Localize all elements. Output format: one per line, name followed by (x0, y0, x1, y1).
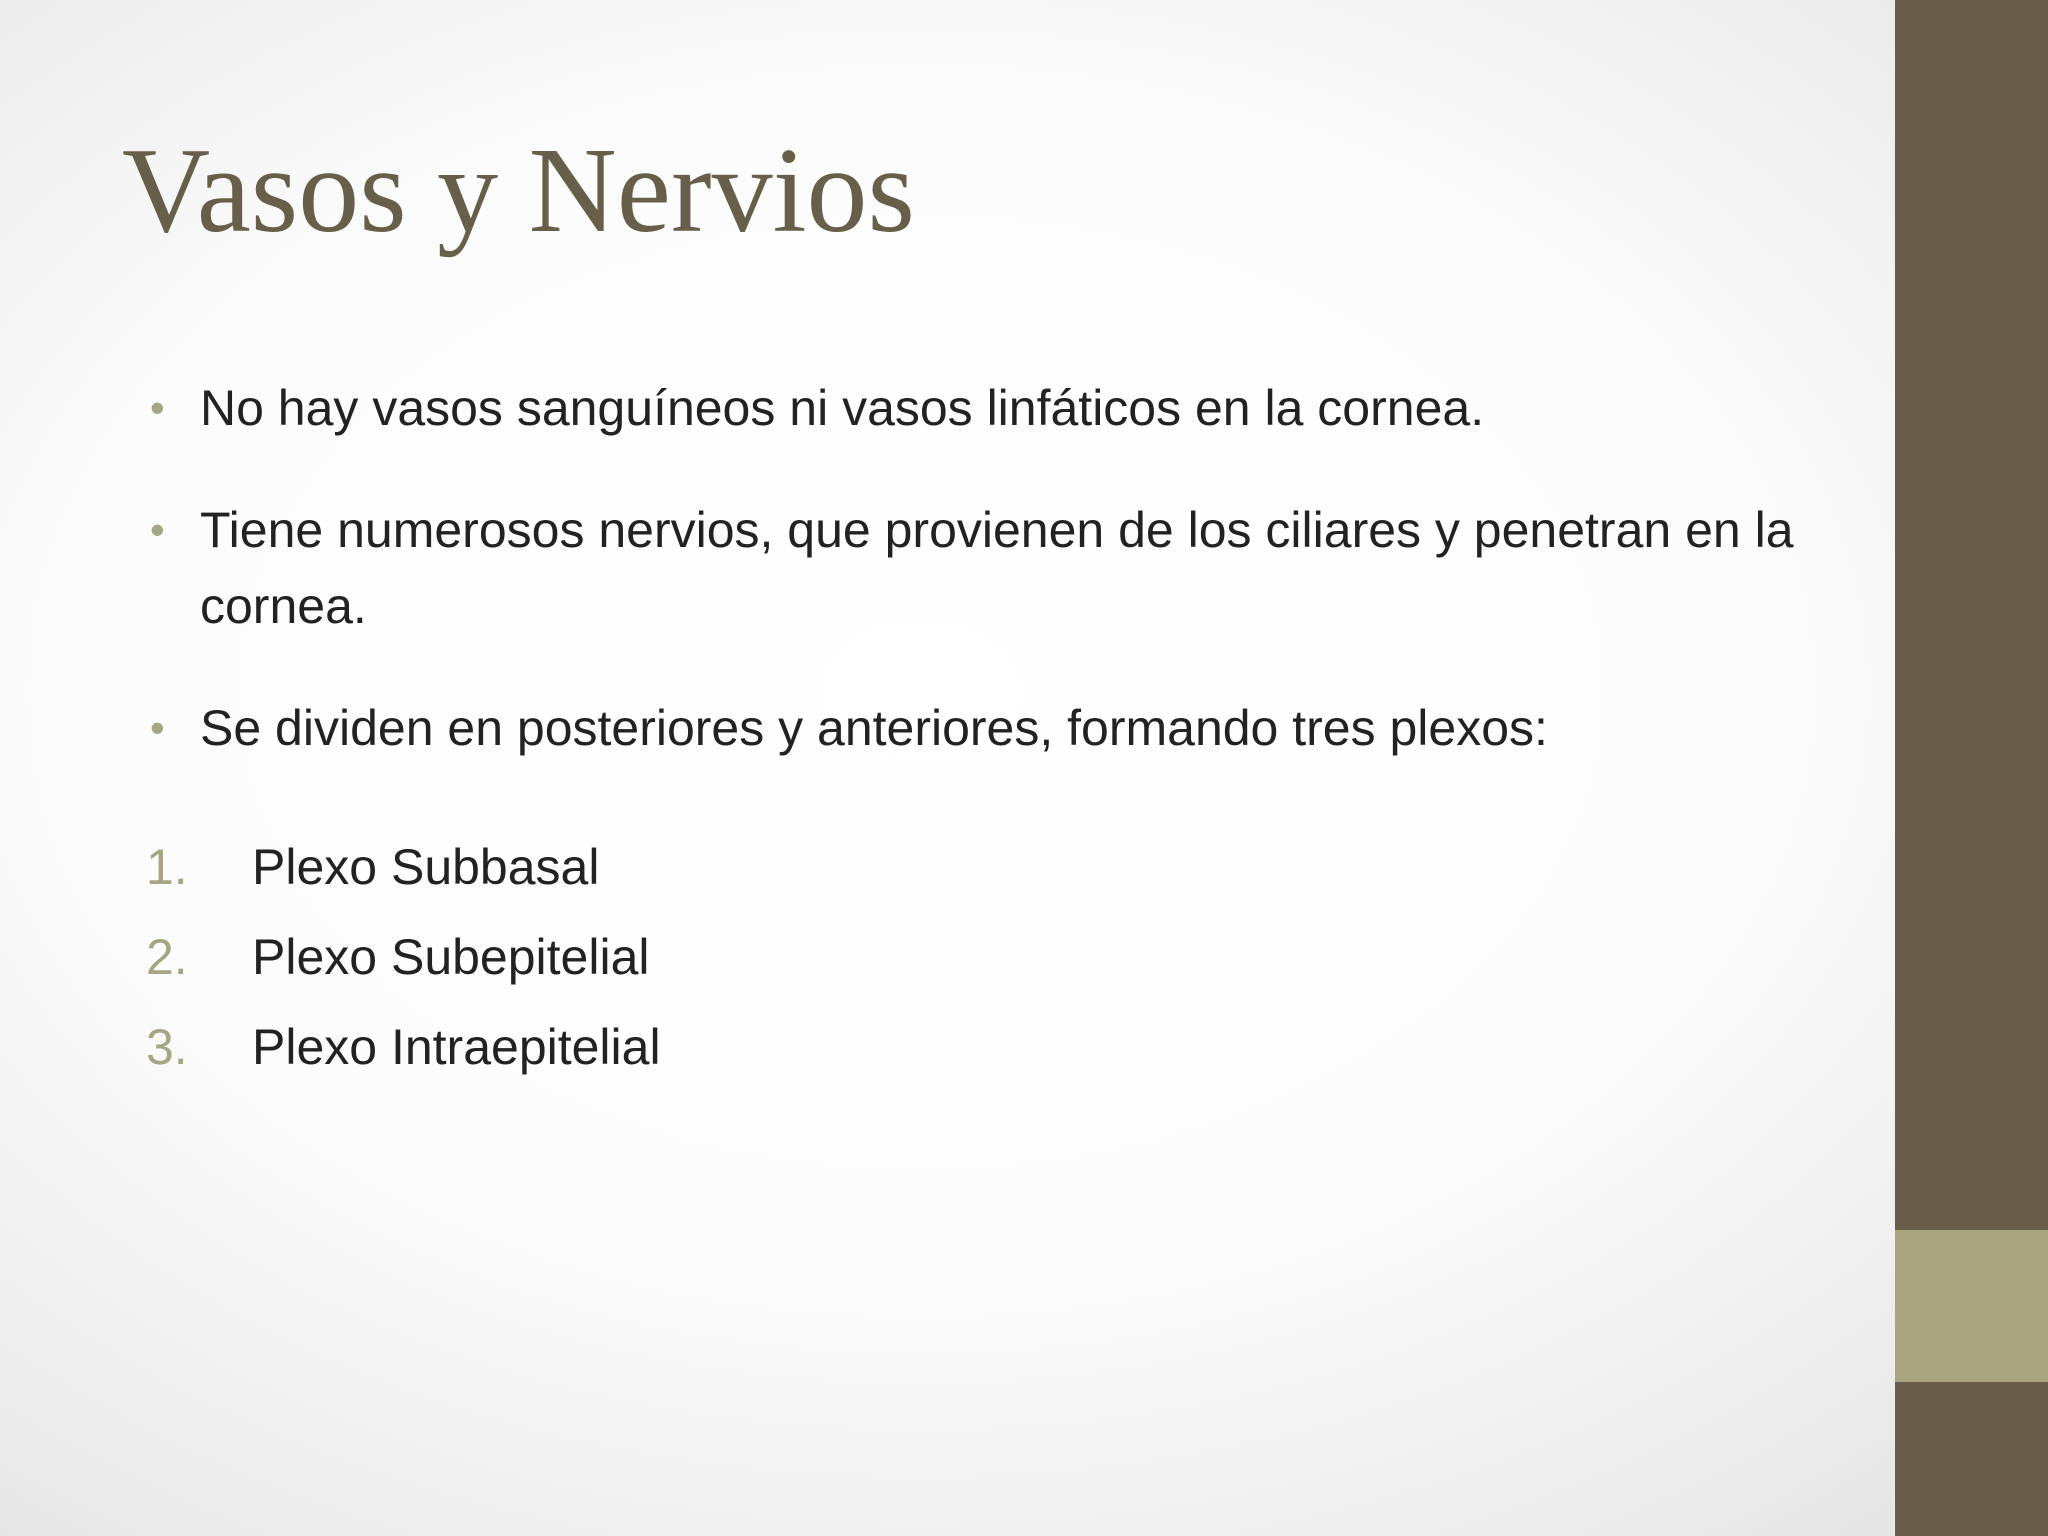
list-item-text: Plexo Subepitelial (252, 929, 650, 985)
list-item-text: Plexo Intraepitelial (252, 1019, 661, 1075)
list-item (146, 912, 661, 1002)
bullet-dot-icon: • (150, 384, 165, 431)
bullet-dot-icon: • (150, 506, 165, 553)
bullet-list (150, 370, 1850, 812)
list-item (146, 822, 661, 912)
bullet-text: No hay vasos sanguíneos ni vasos linfáticos en la cornea. (200, 380, 1485, 436)
list-item (150, 370, 1850, 446)
list-number: 1. (146, 839, 188, 895)
list-item (150, 492, 1850, 644)
list-number: 3. (146, 1019, 188, 1075)
list-item (146, 1002, 661, 1092)
list-item (150, 690, 1850, 766)
slide-title: Vasos y Nervios (122, 123, 915, 258)
bullet-text: Se dividen en posteriores y anteriores, formando tres plexos: (200, 700, 1548, 756)
sidebar-accent-decoration (1895, 1230, 2048, 1382)
bullet-dot-icon: • (150, 704, 165, 751)
numbered-list (146, 822, 661, 1092)
bullet-text: Tiene numerosos nervios, que provienen de los ciliares y penetran en la cornea. (200, 502, 1794, 634)
list-item-text: Plexo Subbasal (252, 839, 600, 895)
list-number: 2. (146, 929, 188, 985)
